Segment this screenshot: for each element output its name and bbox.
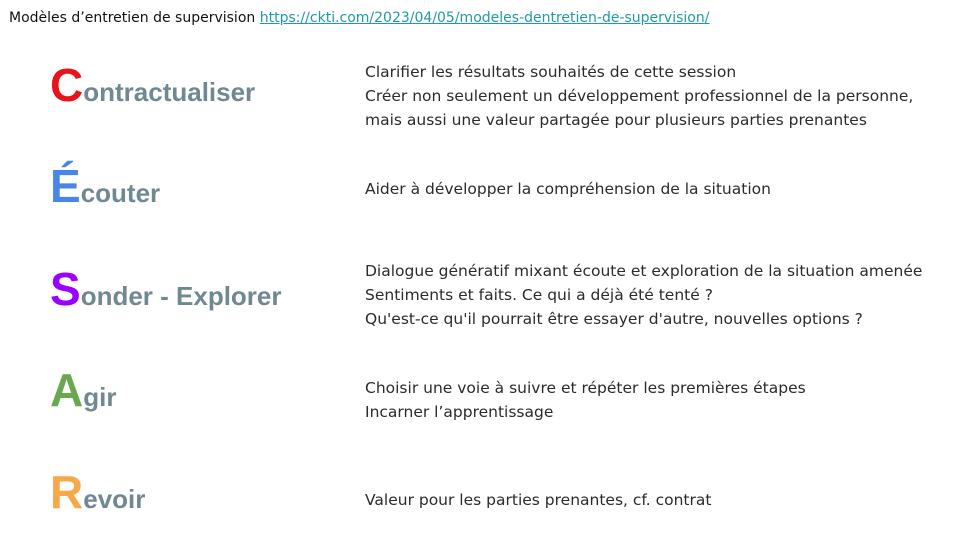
- description-line: Dialogue génératif mixant écoute et exploration de la situation amenée: [365, 262, 923, 280]
- description-line: Choisir une voie à suivre et répéter les premières étapes: [365, 379, 806, 397]
- step-heading: [50, 466, 146, 518]
- step-heading-rest: onder - Explorer: [80, 281, 282, 311]
- step-description: [365, 60, 913, 132]
- description-line: mais aussi une valeur partagée pour plusieurs parties prenantes: [365, 111, 867, 129]
- step-description: [365, 259, 922, 331]
- step-heading: [50, 160, 161, 212]
- source-link[interactable]: https://ckti.com/2023/04/05/modeles-dentretien-de-supervision/: [259, 10, 710, 26]
- step-heading-rest: evoir: [83, 484, 146, 514]
- step-heading-rest: ontractualiser: [83, 77, 256, 107]
- step-initial: R: [50, 466, 84, 518]
- step-description: [365, 488, 711, 512]
- step-initial: É: [50, 160, 81, 212]
- step-heading: [50, 263, 282, 315]
- description-line: Aider à développer la compréhension de la situation: [365, 180, 771, 198]
- step-heading-rest: gir: [83, 382, 117, 412]
- step-heading: [50, 364, 117, 416]
- step-description: [365, 177, 771, 201]
- description-line: Qu'est-ce qu'il pourrait être essayer d'autre, nouvelles options ?: [365, 310, 863, 328]
- description-line: Créer non seulement un développement professionnel de la personne,: [365, 87, 914, 105]
- step-initial: S: [50, 263, 81, 315]
- description-line: Sentiments et faits. Ce qui a déjà été tenté ?: [365, 286, 713, 304]
- document-header: [9, 10, 709, 26]
- step-description: [365, 376, 806, 424]
- step-initial: C: [50, 59, 84, 111]
- step-initial: A: [50, 364, 84, 416]
- description-line: Valeur pour les parties prenantes, cf. contrat: [365, 491, 712, 509]
- description-line: Clarifier les résultats souhaités de cette session: [365, 63, 737, 81]
- description-line: Incarner l’apprentissage: [365, 403, 554, 421]
- step-heading-rest: couter: [80, 178, 161, 208]
- document-title: Modèles d’entretien de supervision: [9, 10, 256, 26]
- step-heading: [50, 59, 256, 111]
